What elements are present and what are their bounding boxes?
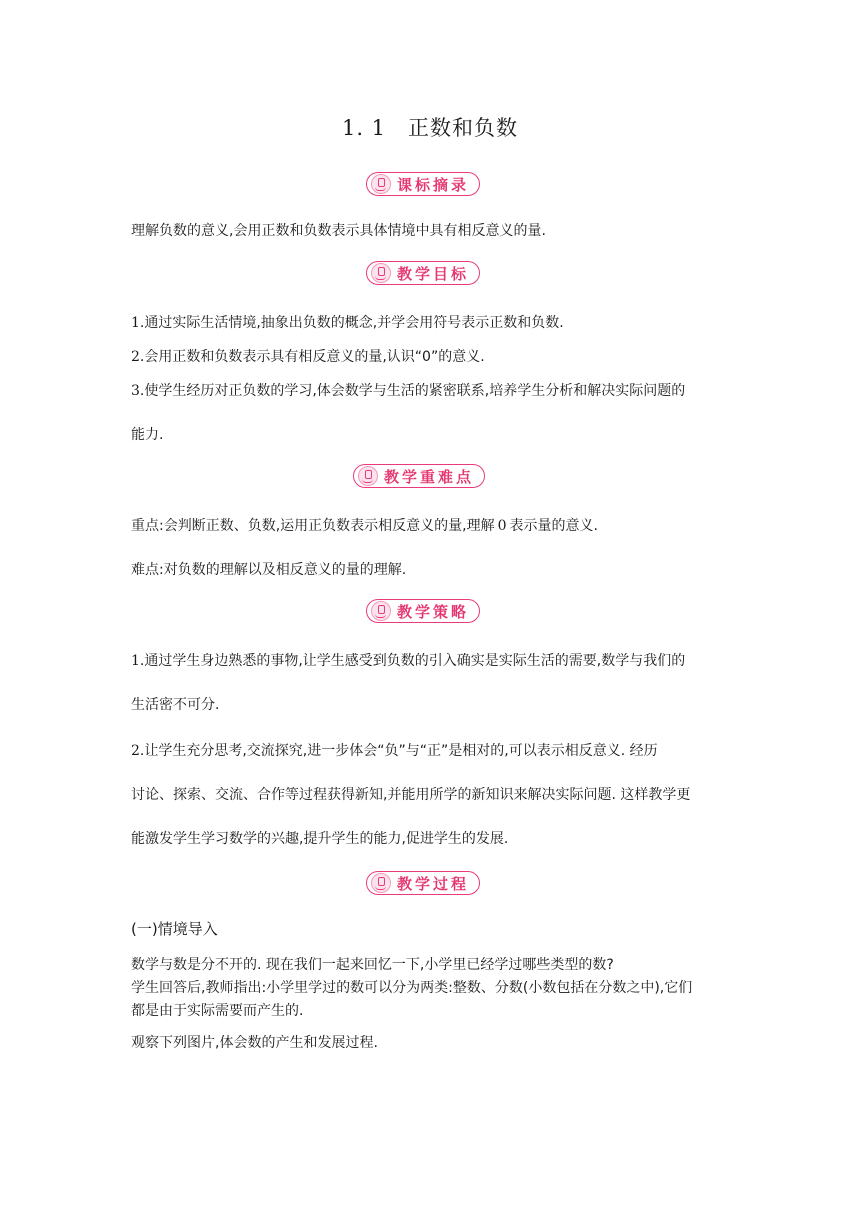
book-stack-icon [371, 174, 391, 194]
badge-goals [366, 261, 480, 285]
page-title [0, 112, 860, 142]
goal-text: 会用正数和负数表示具有相反意义的量,认识“0”的意义. [144, 349, 485, 365]
book-stack-icon [371, 601, 391, 621]
process-paragraph-2-line-2: 都是由于实际需要而产生的. [131, 1003, 304, 1019]
strategy-text: 让学生充分思考,交流探究,进一步体会“负”与“正”是相对的,可以表示相反意义. 经历 [144, 743, 658, 759]
badge-label: 教学策略 [397, 602, 470, 621]
key-point-part-a: 重点:会判断正数、负数,运用正负数表示相反意义的量,理解 [131, 518, 495, 534]
badge-process [366, 871, 480, 895]
strategy-item-1 [131, 650, 741, 670]
badge-label: 教学目标 [397, 264, 470, 283]
section-title: 正数和负数 [408, 116, 519, 140]
curriculum-text: 理解负数的意义,会用正数和负数表示具体情境中具有相反意义的量. [131, 223, 546, 239]
badge-curriculum [366, 172, 480, 196]
badge-keypoints [353, 464, 485, 488]
goal-text: 通过实际生活情境,抽象出负数的概念,并学会用符号表示正数和负数. [144, 315, 564, 331]
book-stack-icon [358, 466, 378, 486]
goal-number: 1. [131, 315, 145, 331]
badge-label: 课标摘录 [397, 175, 470, 194]
badge-label: 教学重难点 [384, 467, 475, 486]
badge-label: 教学过程 [397, 874, 470, 893]
strategy-item-1-line-2: 生活密不可分. [131, 697, 220, 713]
key-point-part-b: 表示量的意义. [509, 518, 598, 534]
section-number: 1. 1 [341, 116, 387, 140]
goal-item-2 [131, 346, 741, 366]
goal-item-1 [131, 312, 741, 332]
goal-item-3-continued: 能力. [131, 427, 164, 443]
process-paragraph-3: 观察下列图片,体会数的产生和发展过程. [131, 1035, 378, 1051]
difficulty-text: 难点:对负数的理解以及相反意义的量的理解. [131, 562, 407, 578]
goal-number: 2. [131, 349, 145, 365]
key-point-text [131, 515, 741, 535]
strategy-item-2-line-3: 能激发学生学习数学的兴趣,提升学生的能力,促进学生的发展. [131, 831, 509, 847]
strategy-item-2 [131, 740, 741, 760]
process-paragraph-2-line-1: 学生回答后,教师指出:小学里学过的数可以分为两类:整数、分数(小数包括在分数之中),它们 [131, 980, 693, 996]
goal-item-3 [131, 380, 741, 400]
process-subheading: (一)情境导入 [131, 920, 218, 938]
strategy-number: 2. [131, 743, 145, 759]
goal-number: 3. [131, 383, 145, 399]
process-paragraph-1: 数学与数是分不开的. 现在我们一起来回忆一下,小学里已经学过哪些类型的数? [131, 957, 614, 973]
strategy-text: 通过学生身边熟悉的事物,让学生感受到负数的引入确实是实际生活的需要,数学与我们的 [144, 653, 686, 669]
goal-text: 使学生经历对正负数的学习,体会数学与生活的紧密联系,培养学生分析和解决实际问题的 [144, 383, 686, 399]
strategy-number: 1. [131, 653, 145, 669]
book-stack-icon [371, 263, 391, 283]
book-stack-icon [371, 873, 391, 893]
key-point-number: 0 [497, 518, 507, 534]
badge-strategy [366, 599, 480, 623]
strategy-item-2-line-2: 讨论、探索、交流、合作等过程获得新知,并能用所学的新知识来解决实际问题. 这样教学更 [131, 787, 691, 803]
